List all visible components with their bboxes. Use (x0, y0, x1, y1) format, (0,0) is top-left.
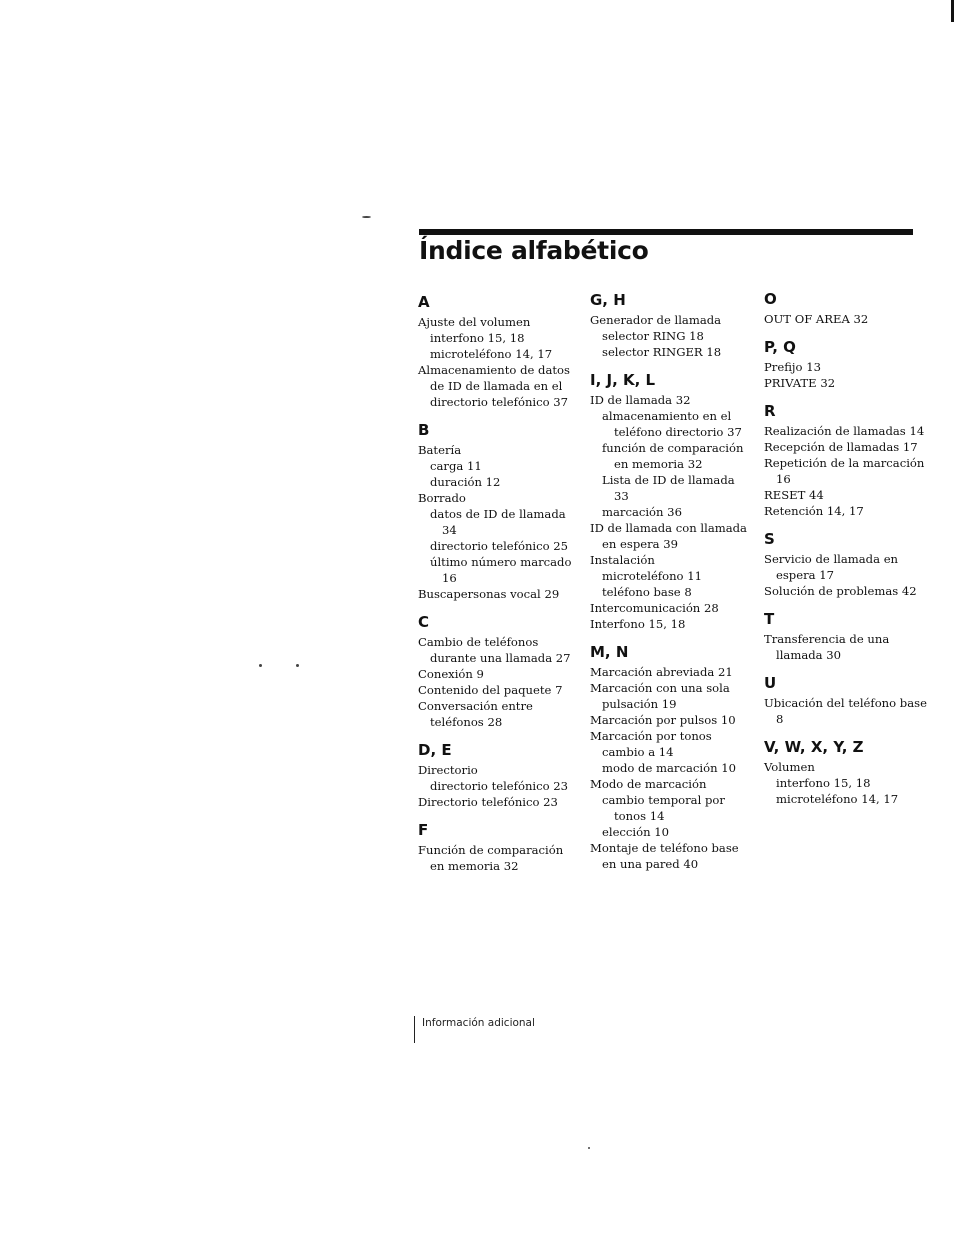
index-entry: Marcación con una sola pulsación 19 (590, 681, 730, 711)
index-entry: Montaje de teléfono base en una pared 40 (590, 841, 739, 871)
index-entry: Conversación entre teléfonos 28 (418, 699, 533, 729)
index-subentry: función de comparación en memoria 32 (602, 441, 744, 471)
section-letter: A (418, 293, 430, 311)
index-subentry: cambio a 14 (602, 745, 674, 759)
index-subentry: selector RINGER 18 (602, 345, 722, 359)
index-entry: Interfono 15, 18 (590, 617, 686, 631)
index-entry: Conexión 9 (418, 667, 484, 681)
index-entry: PRIVATE 32 (764, 376, 836, 390)
index-entry: Retención 14, 17 (764, 504, 864, 518)
scan-speck (259, 664, 262, 667)
index-subentry: interfono 15, 18 (776, 776, 871, 790)
index-subentry: interfono 15, 18 (430, 331, 525, 345)
index-subentry: directorio telefónico 23 (430, 779, 569, 793)
section-letter: D, E (418, 741, 452, 759)
index-subentry: último número marcado 16 (430, 555, 572, 585)
index-section (418, 821, 580, 874)
index-entry: Servicio de llamada en espera 17 (764, 552, 899, 582)
index-entry: Buscapersonas vocal 29 (418, 587, 560, 601)
index-entry: Batería (418, 443, 462, 457)
index-subentry: datos de ID de llamada 34 (430, 507, 566, 537)
index-section (764, 402, 934, 519)
index-section (418, 741, 580, 810)
index-section (764, 338, 934, 391)
footer-section-label: Información adicional (422, 1017, 535, 1029)
index-subentry: modo de marcación 10 (602, 761, 736, 775)
index-entry: ID de llamada 32 (590, 393, 691, 407)
index-entry: Marcación por pulsos 10 (590, 713, 736, 727)
index-subentry: almacenamiento en el teléfono directorio 37 (602, 409, 742, 439)
index-entry: Modo de marcación (590, 777, 707, 791)
section-letter: U (764, 674, 777, 692)
index-entry: Ajuste del volumen (418, 315, 531, 329)
index-subentry: marcación 36 (602, 505, 682, 519)
index-subentry: microteléfono 11 (602, 569, 702, 583)
section-letter: F (418, 821, 429, 839)
index-entry: OUT OF AREA 32 (764, 312, 869, 326)
index-entry: Borrado (418, 491, 466, 505)
index-section (764, 674, 934, 727)
index-column-1 (418, 293, 580, 885)
index-section (590, 371, 752, 632)
section-letter: O (764, 290, 777, 308)
index-entry: Generador de llamada (590, 313, 722, 327)
index-section (418, 293, 580, 410)
index-entry: Directorio (418, 763, 478, 777)
section-letter: S (764, 530, 775, 548)
index-subentry: teléfono base 8 (602, 585, 692, 599)
index-entry: Ubicación del teléfono base 8 (764, 696, 927, 726)
index-section (418, 421, 580, 602)
index-subentry: elección 10 (602, 825, 670, 839)
index-subentry: carga 11 (430, 459, 482, 473)
page-title: Índice alfabético (419, 236, 649, 265)
index-subentry: duración 12 (430, 475, 501, 489)
section-letter: P, Q (764, 338, 796, 356)
index-column-2 (590, 291, 752, 883)
index-subentry: microteléfono 14, 17 (430, 347, 553, 361)
index-entry: Instalación (590, 553, 655, 567)
index-subentry: microteléfono 14, 17 (776, 792, 899, 806)
index-entry: Función de comparación en memoria 32 (418, 843, 564, 873)
index-entry: Marcación abreviada 21 (590, 665, 733, 679)
scan-speck (588, 1147, 590, 1149)
index-section (590, 291, 752, 360)
index-entry: Cambio de teléfonos durante una llamada 27 (418, 635, 571, 665)
index-entry: Prefijo 13 (764, 360, 821, 374)
index-subentry: cambio temporal por tonos 14 (602, 793, 725, 823)
index-entry: Directorio telefónico 23 (418, 795, 558, 809)
index-section (764, 290, 934, 327)
footer-bar (414, 1016, 415, 1043)
section-letter: G, H (590, 291, 626, 309)
index-subentry: Lista de ID de llamada 33 (602, 473, 735, 503)
index-entry: ID de llamada con llamada en espera 39 (590, 521, 747, 551)
section-letter: C (418, 613, 430, 631)
section-letter: R (764, 402, 776, 420)
section-letter: I, J, K, L (590, 371, 656, 389)
index-section (590, 643, 752, 872)
index-entry: Repetición de la marcación 16 (764, 456, 925, 486)
index-entry: Recepción de llamadas 17 (764, 440, 918, 454)
index-entry: Transferencia de una llamada 30 (764, 632, 890, 662)
index-entry: Almacenamiento de datos de ID de llamada en el directorio telefónico 37 (418, 363, 570, 409)
index-column-3 (764, 290, 934, 818)
index-entry: Contenido del paquete 7 (418, 683, 563, 697)
index-section (764, 530, 934, 599)
section-letter: V, W, X, Y, Z (764, 738, 864, 756)
scan-speck (296, 664, 299, 667)
index-entry: Intercomunicación 28 (590, 601, 719, 615)
index-subentry: directorio telefónico 25 (430, 539, 569, 553)
index-section (418, 613, 580, 730)
section-letter: T (764, 610, 775, 628)
index-entry: Volumen (764, 760, 815, 774)
index-section (764, 610, 934, 663)
section-letter: B (418, 421, 430, 439)
index-subentry: selector RING 18 (602, 329, 704, 343)
scan-speck (362, 216, 371, 218)
index-section (764, 738, 934, 807)
index-entry: RESET 44 (764, 488, 824, 502)
index-entry: Marcación por tonos (590, 729, 712, 743)
section-letter: M, N (590, 643, 629, 661)
title-rule (419, 229, 913, 235)
index-entry: Solución de problemas 42 (764, 584, 917, 598)
index-entry: Realización de llamadas 14 (764, 424, 925, 438)
